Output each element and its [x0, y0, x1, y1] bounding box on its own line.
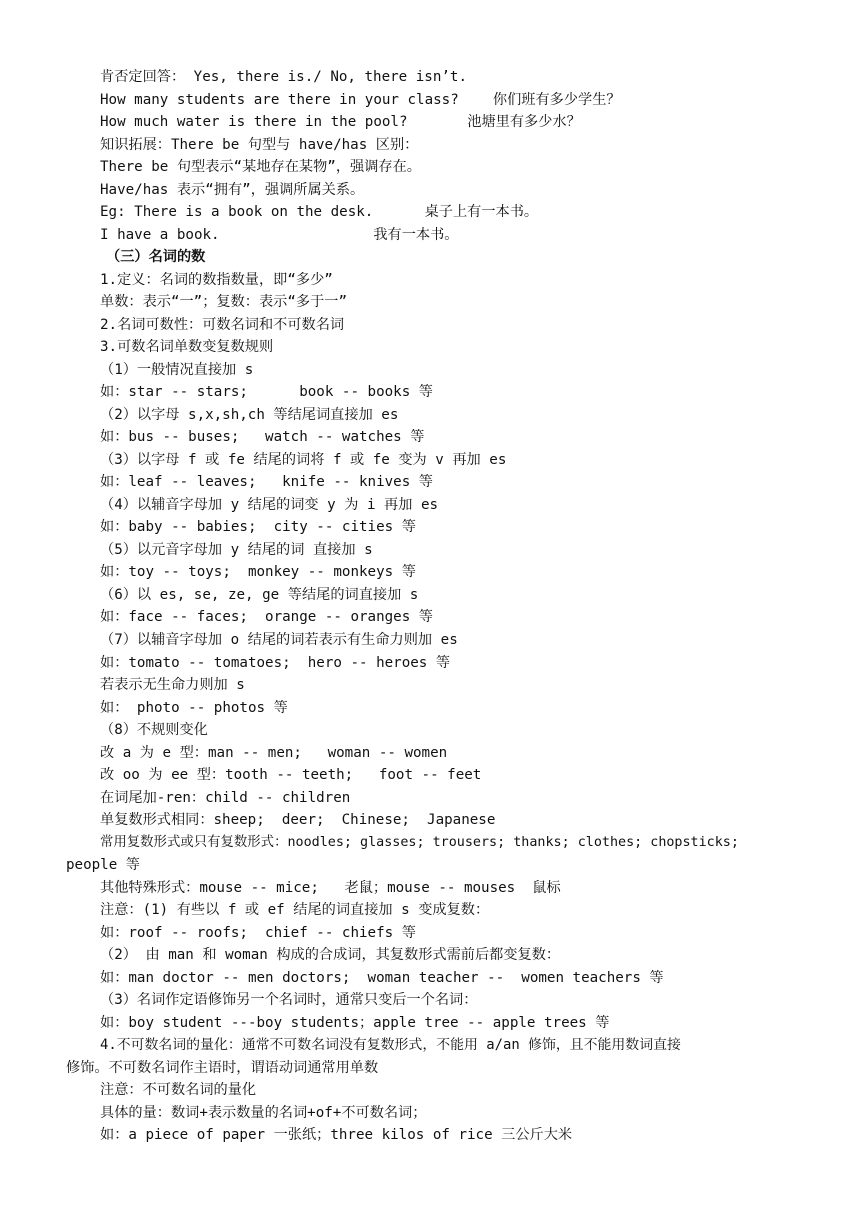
text-line: How many students are there in your class? 你们班有多少学生？	[100, 92, 621, 108]
text-line: 常用复数形式或只有复数形式：noodles; glasses; trousers; thanks; clothes; chopsticks;	[100, 835, 739, 850]
text-line: 如： photo -- photos 等	[100, 700, 288, 716]
text-line: （8）不规则变化	[100, 722, 208, 738]
text-line: （3）以字母 f 或 fe 结尾的词将 f 或 fe 变为 v 再加 es	[100, 452, 507, 468]
text-line: （3）名词作定语修饰另一个名词时，通常只变后一个名词：	[100, 992, 478, 1008]
text-line: 4.不可数名词的量化：通常不可数名词没有复数形式，不能用 a/an 修饰，且不能用数词直接	[100, 1037, 681, 1053]
text-line-continuation: people 等	[66, 857, 140, 873]
text-line: 如：face -- faces; orange -- oranges 等	[100, 609, 433, 625]
section-heading: （三）名词的数	[106, 249, 206, 265]
text-line: 如：boy student ---boy students；apple tree -- apple trees 等	[100, 1015, 610, 1031]
text-line: 如：baby -- babies; city -- cities 等	[100, 519, 416, 535]
text-line: （2） 由 man 和 woman 构成的合成词，其复数形式需前后都变复数：	[100, 947, 561, 963]
text-line: 如：roof -- roofs; chief -- chiefs 等	[100, 925, 416, 941]
text-line: 1.定义：名词的数指数量，即“多少”	[100, 272, 333, 288]
text-line: 如：bus -- buses; watch -- watches 等	[100, 429, 425, 445]
text-line: 如：leaf -- leaves; knife -- knives 等	[100, 474, 433, 490]
text-line: 如：man doctor -- men doctors; woman teacher -- women teachers 等	[100, 970, 664, 986]
text-line: I have a book. 我有一本书。	[100, 227, 459, 243]
text-line: There be 句型表示“某地存在某物”，强调存在。	[100, 159, 421, 175]
text-line: Eg: There is a book on the desk. 桌子上有一本书。	[100, 204, 539, 220]
text-line: 肯否定回答： Yes, there is./ No, there isn’t.	[100, 69, 467, 85]
text-line: （1）一般情况直接加 s	[100, 362, 254, 378]
text-line: 在词尾加-ren：child -- children	[100, 790, 351, 806]
text-line: 如：tomato -- tomatoes; hero -- heroes 等	[100, 655, 451, 671]
text-line: 改 a 为 e 型：man -- men; woman -- women	[100, 745, 448, 761]
text-line: （4）以辅音字母加 y 结尾的词变 y 为 i 再加 es	[100, 497, 439, 513]
text-line: （2）以字母 s,x,sh,ch 等结尾词直接加 es	[100, 407, 399, 423]
text-line: 如：star -- stars; book -- books 等	[100, 384, 433, 400]
text-line: （5）以元音字母加 y 结尾的词 直接加 s	[100, 542, 373, 558]
text-line-continuation: 修饰。不可数名词作主语时，谓语动词通常用单数	[66, 1060, 379, 1076]
text-line: Have/has 表示“拥有”，强调所属关系。	[100, 182, 365, 198]
text-line: （7）以辅音字母加 o 结尾的词若表示有生命力则加 es	[100, 632, 458, 648]
text-line: 知识拓展：There be 句型与 have/has 区别：	[100, 137, 419, 153]
text-line: 注意：不可数名词的量化	[100, 1082, 257, 1098]
text-line: 单数：表示“一”；复数：表示“多于一”	[100, 294, 347, 310]
text-line: （6）以 es, se, ze, ge 等结尾的词直接加 s	[100, 587, 419, 603]
text-line: 具体的量：数词+表示数量的名词+of+不可数名词；	[100, 1105, 427, 1121]
text-line: 如：a piece of paper 一张纸；three kilos of rice 三公斤大米	[100, 1127, 573, 1143]
text-line: 注意：(1) 有些以 f 或 ef 结尾的词直接加 s 变成复数：	[100, 902, 490, 918]
text-line: How much water is there in the pool? 池塘里有多少水？	[100, 114, 581, 130]
text-line: 3.可数名词单数变复数规则	[100, 339, 274, 355]
text-line: 2.名词可数性：可数名词和不可数名词	[100, 317, 345, 333]
text-line: 单复数形式相同：sheep; deer; Chinese; Japanese	[100, 812, 496, 828]
text-line: 其他特殊形式：mouse -- mice; 老鼠；mouse -- mouses 鼠标	[100, 880, 561, 896]
text-line: 改 oo 为 ee 型：tooth -- teeth; foot -- feet	[100, 767, 482, 783]
text-line: 若表示无生命力则加 s	[100, 677, 245, 693]
text-line: 如：toy -- toys; monkey -- monkeys 等	[100, 564, 416, 580]
